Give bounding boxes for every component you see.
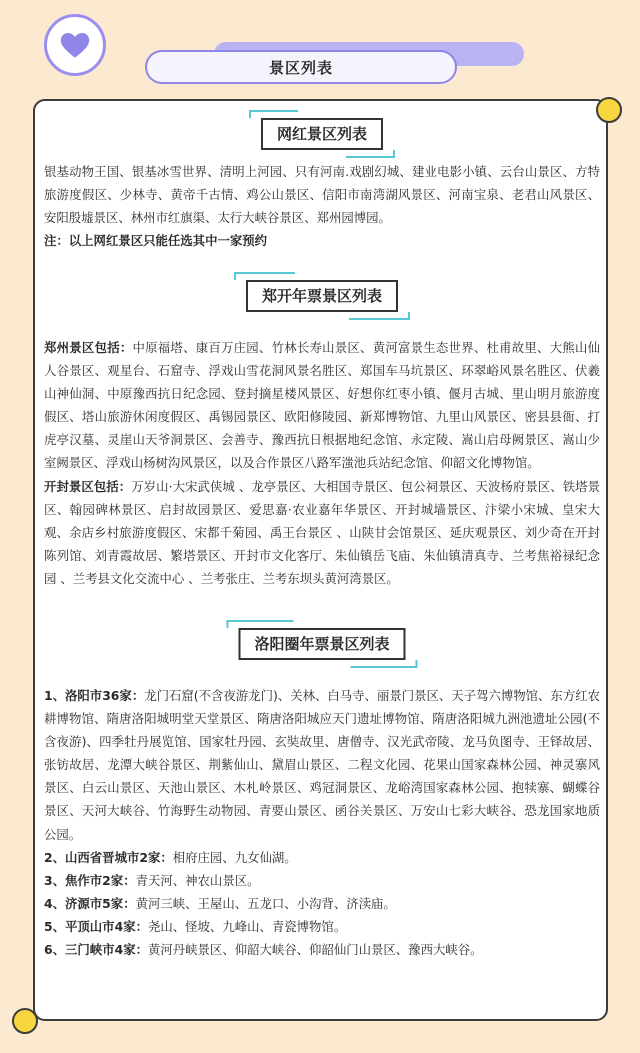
page-title: 景区列表 xyxy=(145,50,457,84)
list-item: 3、焦作市2家：青天河、神农山景区。 xyxy=(44,872,260,888)
list-item: 2、山西省晋城市2家：相府庄园、九女仙湖。 xyxy=(44,849,297,865)
kaifeng-label: 开封景区包括： xyxy=(44,478,132,494)
zhengzhou-label: 郑州景区包括： xyxy=(44,340,133,355)
heart-icon xyxy=(58,28,92,62)
heart-badge xyxy=(44,14,106,76)
section-luoyang xyxy=(44,614,600,961)
list-item: 1、洛阳市36家：龙门石窟(不含夜游龙门)、关林、白马寺、丽景门景区、天子驾六博物馆、东方红农耕博物馆、隋唐洛阳城明堂天堂景区、隋唐洛阳城应天门遗址博物馆、隋唐洛阳城九洲池遗址公园(不含夜游)、四季牡丹展览馆、国家牡丹园、玄奘故里、唐僧寺、汉光武帝陵、龙马负图寺、王铎故居、张钫故居、龙潭大峡谷景区、荆紫仙山、黛眉山景区、二程文化园、花果山国家森林公园、神灵寨风景区、白云山景区、天池山景区、木札岭景区、鸡冠洞景区、龙峪湾国家森林公园、抱犊寨、蝴蝶谷景区、天河大峡谷、竹海野生动物园、青要山景区、函谷关景区、万安山七彩大峡谷、恐龙国家地质公园。 xyxy=(44,688,600,842)
list-item: 6、三门峡市4家：黄河丹峡景区、仰韶大峡谷、仰韶仙门山景区、豫西大峡谷。 xyxy=(44,942,483,958)
zhengzhou-list: 中原福塔、康百万庄园、竹林长寿山景区、黄河富景生态世界、杜甫故里、大熊山仙人谷景区、观星台、石窟寺、浮戏山雪花洞风景名胜区、郑国车马坑景区、环翠峪风景名胜区、伏羲山神仙洞、中原豫西抗日纪念园、登封摘星楼风景区、好想你红枣小镇、偃月古城、里山明月旅游度假区、塔山旅游休闲度假区、禹锡园景区、欧阳修陵园、新郑博物馆、九里山风景区、密县县衙、打虎亭汉墓、灵崖山天爷洞景区、会善寺、豫西抗日根据地纪念馆、永定陵、嵩山启母阙景区、嵩山少室阙景区、浮戏山杨树沟风景区，以及合作景区八路军滍池兵站纪念馆、仰韶文化博物馆。 xyxy=(44,340,601,471)
section-wanghong xyxy=(44,104,600,266)
section-zhengkai xyxy=(44,266,600,614)
zhengzhou-paragraph xyxy=(44,336,600,475)
kaifeng-paragraph xyxy=(44,475,600,590)
section-title-zhengkai: 郑开年票景区列表 xyxy=(246,280,398,312)
section-title-luoyang: 洛阳圈年票景区列表 xyxy=(238,628,405,660)
kaifeng-list: 万岁山·大宋武侠城 、龙亭景区、大相国寺景区、包公祠景区、天波杨府景区、铁塔景区、翰园碑林景区、启封故园景区、爱思嘉·农业嘉年华景区、开封城墙景区、汴梁小宋城、皇宋大观、余店乡村旅游度假区、宋都千菊园、禹王台景区 、山陕甘会馆景区、延庆观景区、刘少奇在开封陈列馆、刘青霞故居、繁塔景区、开封市文化客厅、朱仙镇岳飞庙、朱仙镇清真寺、兰考焦裕禄纪念园 、兰考县文化交流中心 、兰考张庄、兰考东坝头黄河湾景区。 xyxy=(44,478,601,586)
wanghong-note: 注：以上网红景区只能任选其中一家预约 xyxy=(44,233,268,249)
content xyxy=(44,104,600,1009)
wanghong-list: 银基动物王国、银基冰雪世界、清明上河园、只有河南.戏剧幻城、建业电影小镇、云台山景区、方特旅游度假区、少林寺、黄帝千古情、鸡公山景区、信阳市南湾湖风景区、河南宝泉、老君山风景区、安阳殷墟景区、林州市红旗渠、太行大峡谷景区、郑州园博园。 xyxy=(44,164,600,226)
section-title-wanghong: 网红景区列表 xyxy=(261,118,383,150)
list-item: 4、济源市5家：黄河三峡、王屋山、五龙口、小沟背、济渎庙。 xyxy=(44,895,396,911)
list-item: 5、平顶山市4家：尧山、怪坡、九峰山、青瓷博物馆。 xyxy=(44,918,347,934)
decor-dot-bottom-left xyxy=(12,1008,38,1034)
